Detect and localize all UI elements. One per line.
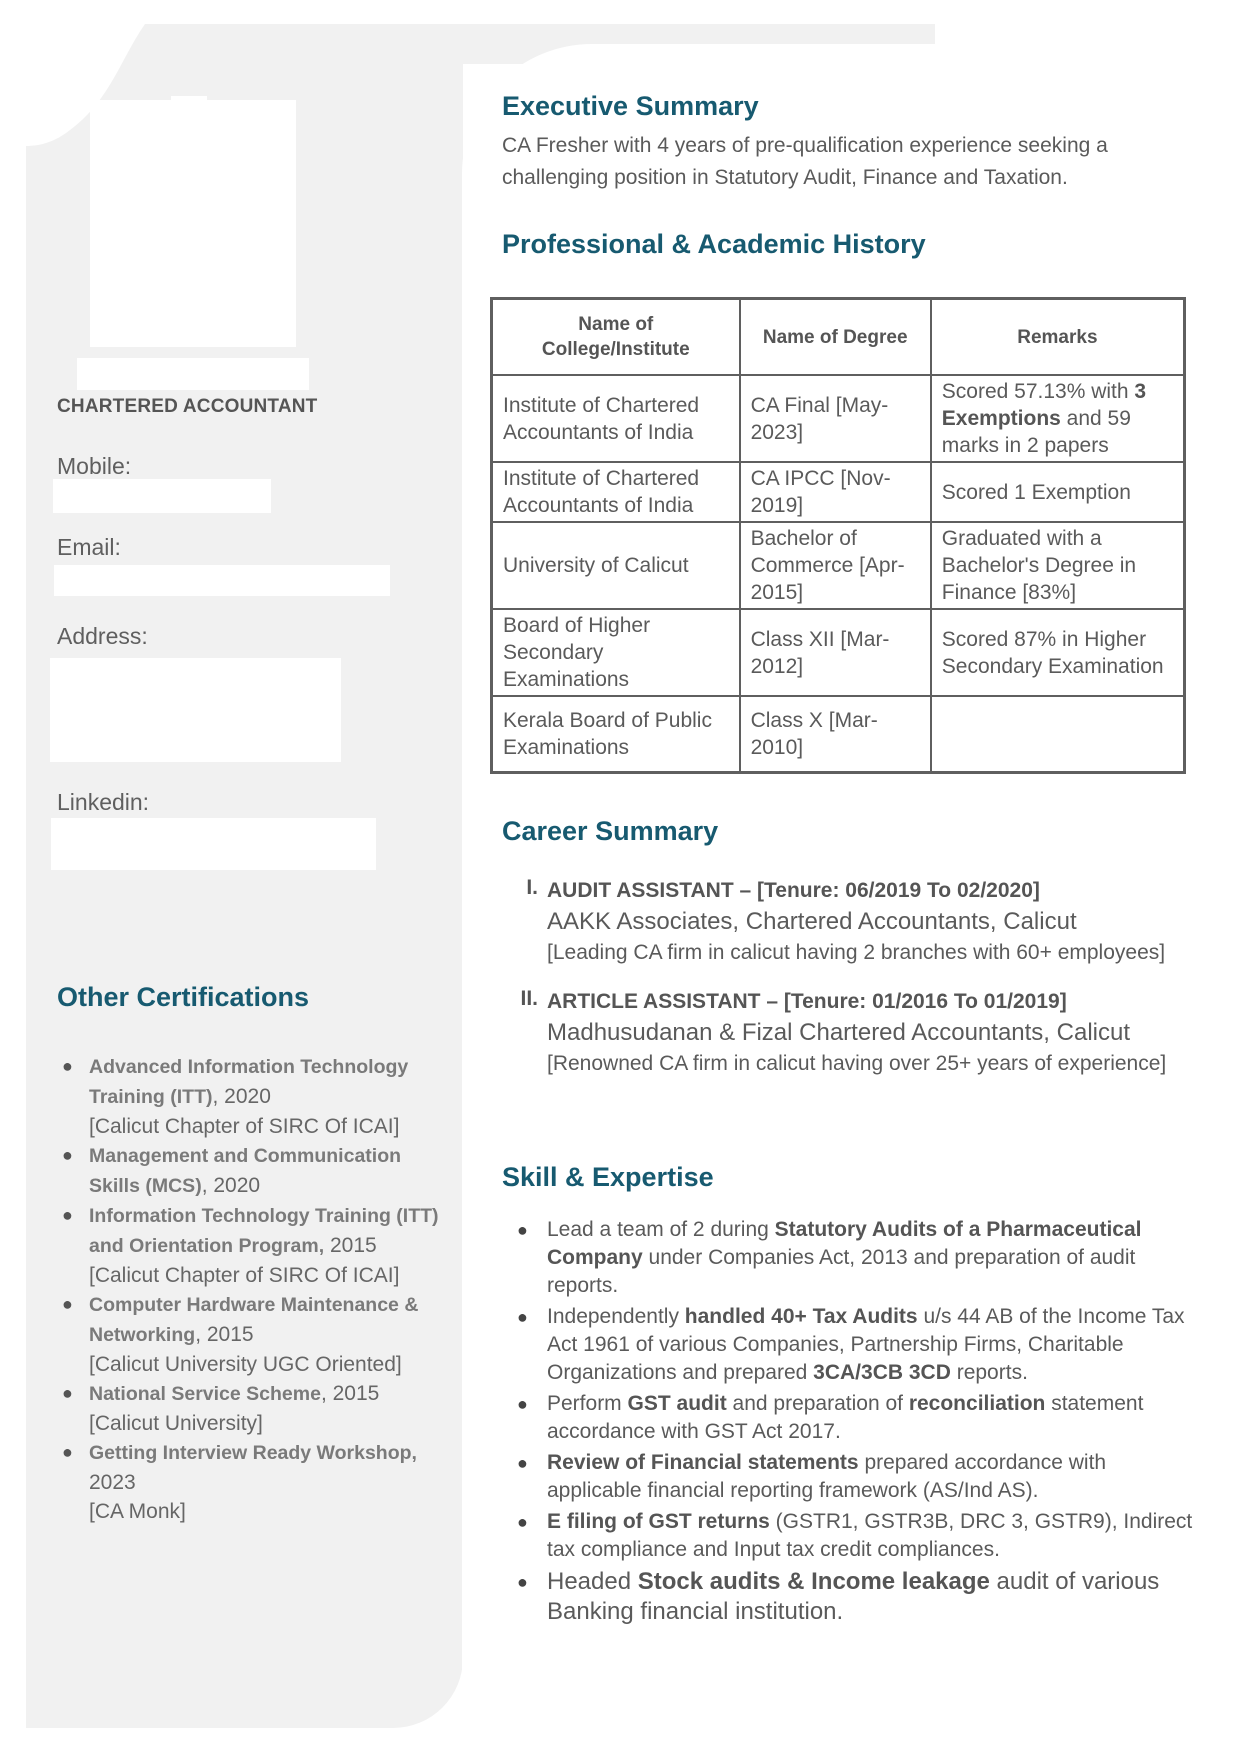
bullet-icon: ●	[517, 1394, 528, 1414]
job-number: II.	[520, 987, 538, 1010]
skill-item: ● Perform GST audit and preparation of reconciliation statement accordance with GST Act 2017.	[517, 1392, 1144, 1443]
bullet-icon: ●	[517, 1512, 528, 1532]
executive-summary-text: CA Fresher with 4 years of pre-qualification experience seeking a challenging position in Statutory Audit, Finance and Taxation.	[502, 134, 1108, 189]
cert-item: ● Management and Communication Skills (MCS), 2020	[57, 1141, 457, 1201]
table-row: University of Calicut Bachelor of Commerce [Apr-2015] Graduated with a Bachelor's Degree in Finance [83%]	[492, 522, 1185, 609]
photo-placeholder	[90, 100, 296, 347]
certifications-list	[57, 1052, 457, 1526]
skill-item: ● Review of Financial statements prepared accordance with applicable financial reporting framework (AS/Ind AS).	[517, 1451, 1107, 1502]
email-value-redacted	[54, 565, 390, 596]
job-role: ARTICLE ASSISTANT – [Tenure: 01/2016 To 01/2019]	[547, 990, 1067, 1013]
bullet-icon: ●	[62, 1294, 73, 1314]
job-description: [Leading CA firm in calicut having 2 branches with 60+ employees]	[547, 941, 1166, 964]
career-heading: Career Summary	[502, 816, 719, 846]
job-description: [Renowned CA firm in calicut having over 25+ years of experience]	[547, 1052, 1167, 1075]
bullet-icon: ●	[62, 1442, 73, 1462]
name-redacted	[77, 358, 309, 390]
bullet-icon: ●	[517, 1220, 528, 1240]
linkedin-label: Linkedin:	[57, 789, 150, 815]
address-label: Address:	[57, 623, 148, 649]
skill-item: ● Headed Stock audits & Income leakage audit of various Banking financial institution.	[517, 1568, 1160, 1625]
history-heading: Professional & Academic History	[502, 229, 926, 259]
table-row: Institute of Chartered Accountants of India CA Final [May-2023] Scored 57.13% with 3 Exemptions and 59 marks in 2 papers	[492, 375, 1185, 462]
bullet-icon: ●	[62, 1056, 73, 1076]
mobile-label: Mobile:	[57, 453, 132, 479]
bullet-icon: ●	[62, 1145, 73, 1165]
role-title: CHARTERED ACCOUNTANT	[57, 396, 318, 417]
job-entry	[502, 987, 1202, 1078]
job-firm: Madhusudanan & Fizal Chartered Accountants, Calicut	[547, 1019, 1130, 1046]
cert-item: ● National Service Scheme, 2015 [Calicut University]	[57, 1379, 457, 1438]
cert-item: ● Computer Hardware Maintenance & Networking, 2015 [Calicut University UGC Oriented]	[57, 1290, 457, 1379]
linkedin-value-redacted	[51, 818, 376, 870]
table-row: Board of Higher Secondary Examinations Class XII [Mar-2012] Scored 87% in Higher Secondary Examination	[492, 609, 1185, 696]
col-header-institute: Name of College/Institute	[492, 299, 740, 376]
bullet-icon: ●	[62, 1383, 73, 1403]
bullet-icon: ●	[517, 1453, 528, 1473]
skill-item: ● Independently handled 40+ Tax Audits u/s 44 AB of the Income Tax Act 1961 of various Companies, Partnership Firms, Charitable Organizations and prepared 3CA/3CB 3CD reports.	[517, 1305, 1185, 1384]
mobile-value-redacted	[53, 479, 271, 513]
col-header-remarks: Remarks	[931, 299, 1185, 376]
job-number: I.	[526, 876, 538, 899]
col-header-degree: Name of Degree	[740, 299, 931, 376]
job-role: AUDIT ASSISTANT – [Tenure: 06/2019 To 02/2020]	[547, 879, 1040, 902]
skill-item: ● Lead a team of 2 during Statutory Audits of a Pharmaceutical Company under Companies Act, 2013 and preparation of audit reports.	[517, 1218, 1142, 1297]
cert-item: ● Information Technology Training (ITT) and Orientation Program, 2015 [Calicut Chapter of SIRC Of ICAI]	[57, 1201, 457, 1290]
history-table	[490, 297, 1186, 774]
skills-list	[502, 1216, 1202, 1630]
cert-item: ● Getting Interview Ready Workshop, 2023 [CA Monk]	[57, 1438, 457, 1526]
address-value-redacted	[50, 658, 341, 762]
job-entry	[502, 876, 1202, 967]
bullet-icon: ●	[62, 1205, 73, 1225]
career-list	[502, 876, 1202, 1098]
bullet-icon: ●	[517, 1307, 528, 1327]
email-label: Email:	[57, 534, 121, 560]
job-firm: AAKK Associates, Chartered Accountants, Calicut	[547, 908, 1077, 935]
skills-heading: Skill & Expertise	[502, 1162, 714, 1192]
certifications-heading: Other Certifications	[57, 982, 310, 1012]
table-header-row	[492, 299, 1185, 376]
photo-tab	[171, 96, 207, 102]
executive-summary-heading: Executive Summary	[502, 91, 759, 121]
table-row: Institute of Chartered Accountants of India CA IPCC [Nov-2019] Scored 1 Exemption	[492, 462, 1185, 522]
table-row: Kerala Board of Public Examinations Class X [Mar-2010]	[492, 696, 1185, 772]
bullet-icon: ●	[517, 1572, 528, 1592]
cert-item: ● Advanced Information Technology Training (ITT), 2020 [Calicut Chapter of SIRC Of ICAI]	[57, 1052, 457, 1141]
skill-item: ● E filing of GST returns (GSTR1, GSTR3B, DRC 3, GSTR9), Indirect tax compliance and Input tax credit compliances.	[517, 1510, 1193, 1561]
